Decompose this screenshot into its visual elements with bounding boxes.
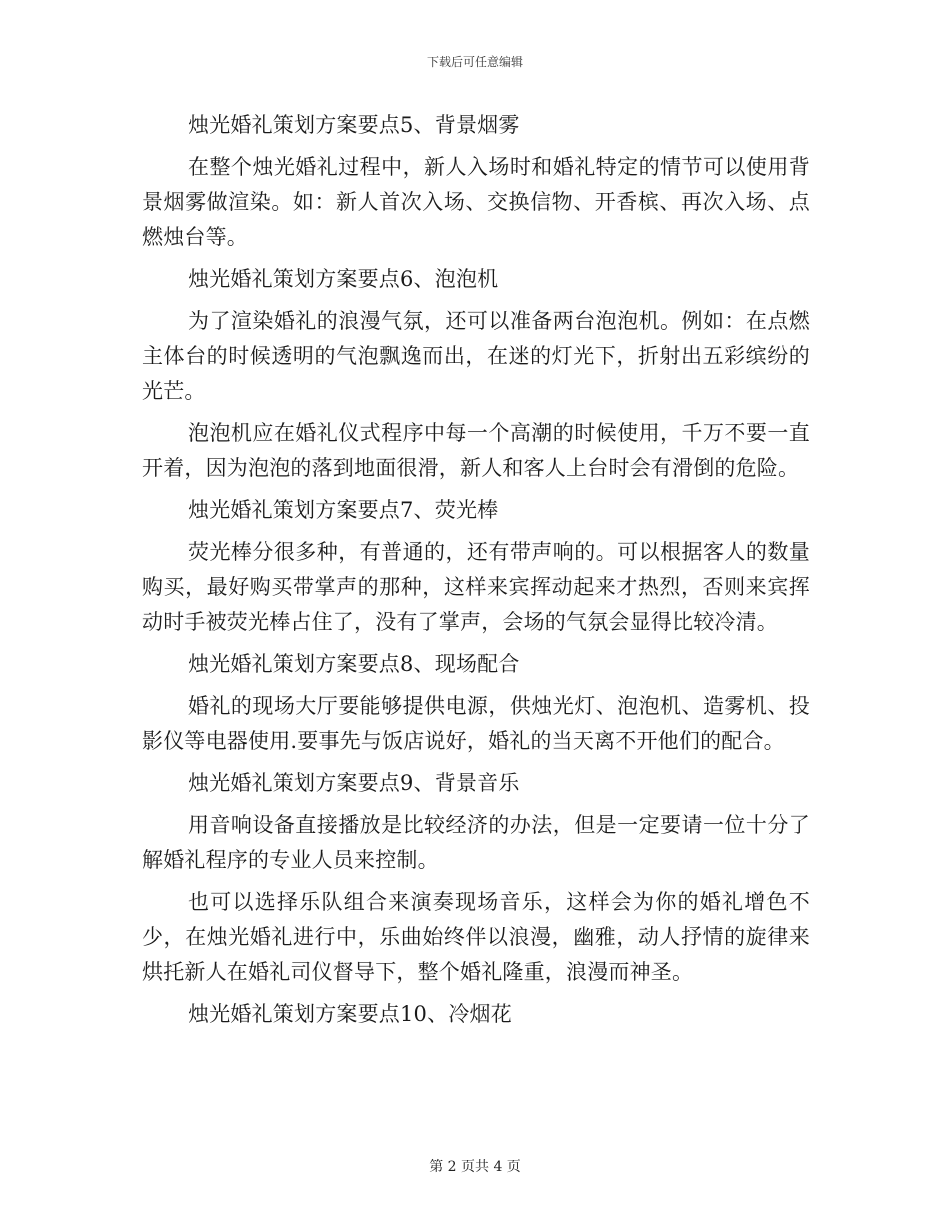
page-header: 下载后可任意编辑 — [426, 55, 523, 69]
paragraph: 婚礼的现场大厅要能够提供电源，供烛光灯、泡泡机、造雾机、投影仪等电器使用.要事先与饭店说好，婚礼的当天离不开他们的配合。 — [142, 694, 810, 753]
document-body — [142, 108, 810, 1039]
paragraph: 也可以选择乐队组合来演奏现场音乐，这样会为你的婚礼增色不少，在烛光婚礼进行中，乐曲始终伴以浪漫，幽雅，动人抒情的旋律来烘托新人在婚礼司仪督导下，整个婚礼隆重，浪漫而神圣。 — [142, 890, 810, 984]
paragraph: 为了渲染婚礼的浪漫气氛，还可以准备两台泡泡机。例如：在点燃主体台的时候透明的气泡飘逸而出，在迷的灯光下，折射出五彩缤纷的光芒。 — [142, 309, 810, 403]
paragraph: 泡泡机应在婚礼仪式程序中每一个高潮的时候使用，千万不要一直开着，因为泡泡的落到地面很滑，新人和客人上台时会有滑倒的危险。 — [142, 421, 810, 480]
section-heading-10: 烛光婚礼策划方案要点10、冷烟花 — [188, 1002, 512, 1026]
section-heading-6: 烛光婚礼策划方案要点6、泡泡机 — [188, 267, 499, 291]
section-heading-7: 烛光婚礼策划方案要点7、荧光棒 — [188, 498, 499, 522]
section-heading-8: 烛光婚礼策划方案要点8、现场配合 — [188, 652, 520, 676]
section-heading-5: 烛光婚礼策划方案要点5、背景烟雾 — [188, 113, 520, 137]
paragraph: 荧光棒分很多种，有普通的，还有带声响的。可以根据客人的数量购买，最好购买带掌声的那种，这样来宾挥动起来才热烈，否则来宾挥动时手被荧光棒占住了，没有了掌声，会场的气氛会显得比较冷清。 — [142, 540, 810, 634]
page-footer: 第 2 页共 4 页 — [429, 1159, 521, 1175]
paragraph: 在整个烛光婚礼过程中，新人入场时和婚礼特定的情节可以使用背景烟雾做渲染。如：新人首次入场、交换信物、开香槟、再次入场、点燃烛台等。 — [142, 155, 810, 249]
section-heading-9: 烛光婚礼策划方案要点9、背景音乐 — [188, 771, 520, 795]
paragraph: 用音响设备直接播放是比较经济的办法，但是一定要请一位十分了解婚礼程序的专业人员来控制。 — [142, 813, 810, 872]
